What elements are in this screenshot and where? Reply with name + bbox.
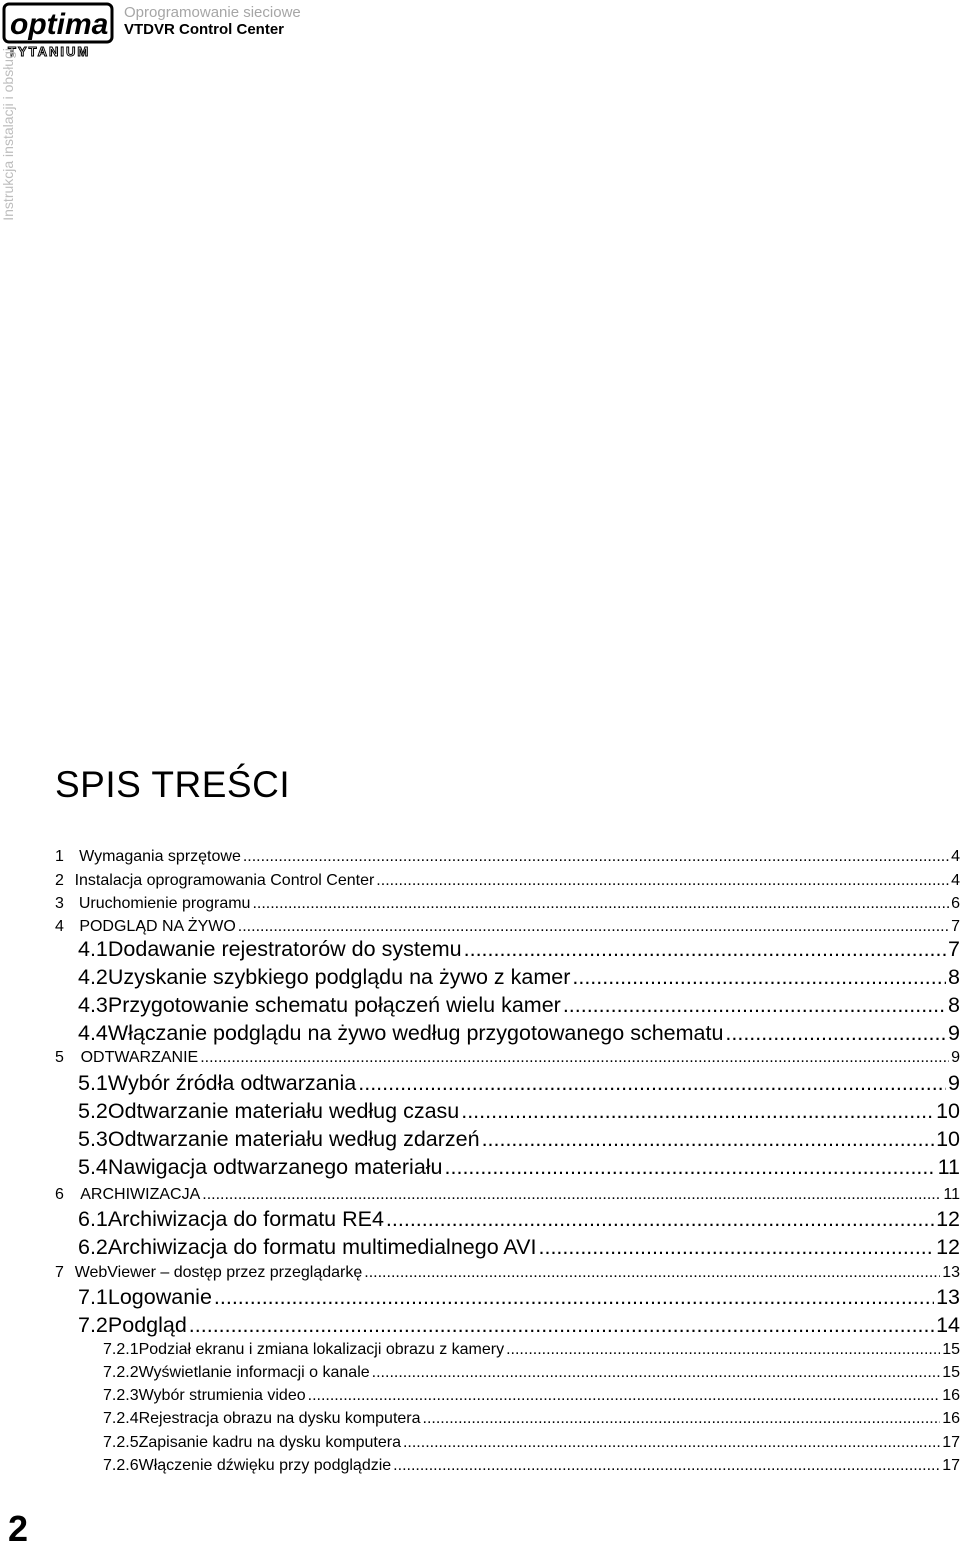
toc-entry[interactable]: [78, 1099, 960, 1125]
toc-entry-label: Dodawanie rejestratorów do systemu: [107, 937, 462, 961]
toc-entry-number: 7.2: [78, 1313, 108, 1337]
toc-dot-leader: [563, 993, 946, 1018]
toc-entry[interactable]: [55, 1264, 960, 1284]
toc-dot-leader: [202, 1186, 941, 1204]
toc-entry-number: 4.2: [78, 965, 108, 989]
toc-entry-label: Nawigacja odtwarzanego materiału: [107, 1155, 443, 1179]
toc-entry-page: 17: [942, 1457, 960, 1474]
toc-entry-label: Uruchomienie programu: [78, 895, 251, 912]
toc-entry-page: 8: [948, 965, 960, 989]
toc-entry[interactable]: [55, 1049, 960, 1069]
toc-entry-label: Wybór strumienia video: [138, 1387, 306, 1404]
toc-entry-page: 15: [942, 1341, 960, 1358]
toc-entry-page: 11: [943, 1186, 960, 1203]
toc-entry[interactable]: [103, 1387, 960, 1407]
toc-entry-number: 6: [55, 1186, 64, 1203]
toc-entry-label: ODTWARZANIE: [80, 1049, 199, 1066]
toc-dot-leader: [308, 1387, 941, 1405]
toc-entry[interactable]: [78, 1127, 960, 1153]
toc-entry-number: 5.1: [78, 1071, 108, 1095]
toc-entry-number: 5: [55, 1049, 64, 1066]
toc-dot-leader: [376, 872, 949, 890]
toc-entry[interactable]: [78, 965, 960, 991]
toc-entry-label: Podgląd: [107, 1313, 187, 1337]
toc-dot-leader: [445, 1155, 936, 1180]
toc-entry-label: Rejestracja obrazu na dysku komputera: [138, 1410, 421, 1427]
toc-dot-leader: [393, 1457, 940, 1475]
toc-entry-page: 14: [936, 1313, 960, 1337]
toc-entry[interactable]: [78, 937, 960, 963]
toc-entry-number: 7.2.5: [103, 1434, 139, 1451]
svg-text:optima: optima: [10, 8, 109, 41]
toc-entry-number: 5.2: [78, 1099, 108, 1123]
toc-entry-page: 12: [936, 1207, 960, 1231]
toc-entry-label: ARCHIWIZACJA: [80, 1186, 201, 1203]
toc-dot-leader: [725, 1021, 946, 1046]
toc-entry-label: Wybór źródła odtwarzania: [107, 1071, 357, 1095]
toc-entry[interactable]: [78, 1313, 960, 1339]
toc-entry-page: 7: [951, 918, 960, 935]
toc-entry[interactable]: [78, 993, 960, 1019]
toc-entry-number: 7.1: [78, 1285, 108, 1309]
toc-entry-page: 10: [936, 1099, 960, 1123]
toc-dot-leader: [238, 918, 949, 936]
optima-tytanium-logo: [2, 2, 114, 58]
toc-entry-number: 6.1: [78, 1207, 108, 1231]
toc-dot-leader: [539, 1235, 935, 1260]
toc-dot-leader: [572, 965, 946, 990]
toc-entry[interactable]: [55, 1186, 960, 1206]
toc-entry-page: 10: [936, 1127, 960, 1151]
toc-entry[interactable]: [78, 1285, 960, 1311]
toc-entry-number: 7: [55, 1264, 64, 1281]
toc-entry[interactable]: [103, 1457, 960, 1477]
toc-entry[interactable]: [78, 1235, 960, 1261]
toc-entry-page: 13: [936, 1285, 960, 1309]
toc-entry-number: 7.2.3: [103, 1387, 139, 1404]
toc-entry-label: Wyświetlanie informacji o kanale: [138, 1364, 370, 1381]
toc-entry-page: 4: [951, 848, 960, 865]
header-title: VTDVR Control Center: [124, 21, 285, 38]
toc-entry[interactable]: [78, 1155, 960, 1181]
toc-entry-page: 8: [948, 993, 960, 1017]
toc-entry-number: 6.2: [78, 1235, 108, 1259]
toc-entry-page: 15: [942, 1364, 960, 1381]
toc-entry-label: Archiwizacja do formatu multimedialnego AVI: [107, 1235, 537, 1259]
toc-entry-label: PODGLĄD NA ŻYWO: [79, 918, 236, 935]
toc-dot-leader: [423, 1410, 941, 1428]
toc-title: SPIS TREŚCI: [55, 764, 291, 805]
toc-entry[interactable]: [78, 1071, 960, 1097]
toc-entry-number: 5.3: [78, 1127, 108, 1151]
toc-entry-number: 4.4: [78, 1021, 108, 1045]
toc-entry-page: 12: [936, 1235, 960, 1259]
toc-entry-page: 13: [942, 1264, 960, 1281]
toc-dot-leader: [252, 895, 949, 913]
toc-entry-label: Odtwarzanie materiału według czasu: [107, 1099, 460, 1123]
toc-entry-label: Podział ekranu i zmiana lokalizacji obrazu z kamery: [138, 1341, 505, 1358]
toc-entry-number: 4.3: [78, 993, 108, 1017]
toc-entry[interactable]: [103, 1364, 960, 1384]
toc-entry-page: 16: [942, 1387, 960, 1404]
toc-dot-leader: [200, 1049, 949, 1067]
toc-entry-label: Instalacja oprogramowania Control Center: [74, 872, 375, 889]
toc-entry-number: 2: [55, 872, 64, 889]
toc-entry-label: Odtwarzanie materiału według zdarzeń: [107, 1127, 480, 1151]
toc-dot-leader: [243, 848, 949, 866]
toc-dot-leader: [214, 1285, 934, 1310]
toc-dot-leader: [461, 1099, 934, 1124]
toc-entry-page: 9: [948, 1071, 960, 1095]
toc-entry-page: 16: [942, 1410, 960, 1427]
toc-entry[interactable]: [103, 1341, 960, 1361]
toc-entry-label: Wymagania sprzętowe: [79, 848, 241, 865]
toc-entry-number: 7.2.1: [103, 1341, 139, 1358]
svg-text:TYTANIUM: TYTANIUM: [8, 44, 91, 58]
toc-entry-page: 7: [948, 937, 960, 961]
toc-entry[interactable]: [55, 918, 960, 938]
toc-entry-number: 5.4: [78, 1155, 108, 1179]
sidebar-manual-label: Instrukcja instalacji i obsługi: [0, 48, 16, 221]
toc-dot-leader: [364, 1264, 940, 1282]
header-subtitle: Oprogramowanie sieciowe: [124, 4, 301, 21]
toc-entry-label: Zapisanie kadru na dysku komputera: [138, 1434, 401, 1451]
toc-entry-label: Włączanie podglądu na żywo według przygotowanego schematu: [107, 1021, 724, 1045]
toc-entry-label: WebViewer – dostęp przez przeglądarkę: [74, 1264, 363, 1281]
toc-entry-label: Archiwizacja do formatu RE4: [107, 1207, 384, 1231]
toc-entry-number: 4: [55, 918, 64, 935]
toc-entry[interactable]: [78, 1021, 960, 1047]
toc-entry-page: 9: [951, 1049, 960, 1066]
toc-dot-leader: [482, 1127, 935, 1152]
toc-entry-page: 11: [937, 1155, 960, 1179]
page-number: 2: [8, 1508, 29, 1549]
toc-entry-number: 7.2.2: [103, 1364, 139, 1381]
toc-entry-page: 6: [951, 895, 960, 912]
toc-entry-number: 4.1: [78, 937, 108, 961]
toc-entry[interactable]: [103, 1434, 960, 1454]
toc-entry-number: 7.2.6: [103, 1457, 139, 1474]
toc-entry-page: 17: [942, 1434, 960, 1451]
toc-entry-number: 7.2.4: [103, 1410, 139, 1427]
toc-entry-label: Uzyskanie szybkiego podglądu na żywo z kamer: [107, 965, 571, 989]
toc-dot-leader: [386, 1207, 934, 1232]
toc-entry-page: 9: [948, 1021, 960, 1045]
toc-entry-label: Logowanie: [107, 1285, 212, 1309]
toc-entry[interactable]: [103, 1410, 960, 1430]
toc-entry-label: Przygotowanie schematu połączeń wielu kamer: [107, 993, 561, 1017]
toc-dot-leader: [358, 1071, 946, 1096]
toc-entry-label: Włączenie dźwięku przy podglądzie: [138, 1457, 392, 1474]
toc-dot-leader: [403, 1434, 940, 1452]
toc-entry[interactable]: [55, 895, 960, 915]
toc-dot-leader: [464, 937, 946, 962]
toc-entry-number: 1: [55, 848, 64, 865]
toc-dot-leader: [189, 1313, 934, 1338]
toc-dot-leader: [506, 1341, 940, 1359]
toc-entry[interactable]: [55, 872, 960, 892]
toc-entry-number: 3: [55, 895, 64, 912]
toc-entry[interactable]: [55, 848, 960, 868]
toc-dot-leader: [372, 1364, 941, 1382]
toc-entry[interactable]: [78, 1207, 960, 1233]
toc-entry-page: 4: [951, 872, 960, 889]
